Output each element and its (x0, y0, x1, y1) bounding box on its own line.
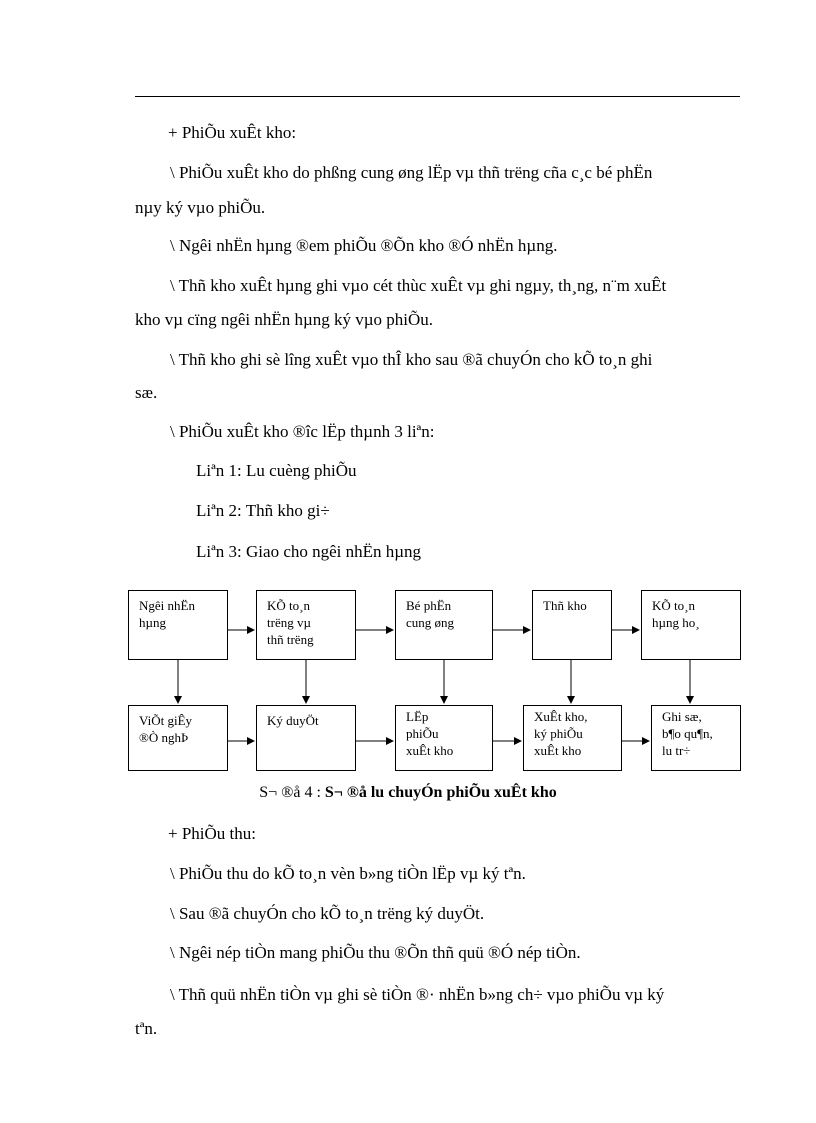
box-viet-giay-de-nghi: ViÕt giÊy ®Ò nghÞ (128, 705, 228, 771)
paragraph-line: \ Thñ kho xuÊt hµng ghi vµo cét thùc xuÊt vµ ghi ngµy, th¸ng, n¨m xuÊt (170, 276, 667, 295)
box-nguoi-nhan-hang: Ngêi nhËn hµng (128, 590, 228, 660)
list-item: Liªn 2: Thñ kho gi÷ (196, 501, 330, 520)
paragraph-line: \ Sau ®ã chuyÓn cho kÕ to¸n trëng ký duyÖt. (170, 904, 485, 923)
box-ke-toan-hang-hoa: KÕ to¸n hµng ho¸ (641, 590, 741, 660)
box-thu-kho: Thñ kho (532, 590, 612, 660)
paragraph-line: kho vµ cïng ngêi nhËn hµng ký vµo phiÕu. (135, 310, 434, 329)
paragraph-line: \ Ngêi nhËn hµng ®em phiÕu ®Õn kho ®Ó nhËn hµng. (170, 236, 558, 255)
paragraph-line: \ PhiÕu xuÊt kho ®îc lËp thµnh 3 liªn: (170, 422, 435, 441)
paragraph-line: \ PhiÕu thu do kÕ to¸n vèn b»ng tiÒn lËp vµ ký tªn. (170, 864, 526, 883)
box-ky-duyet: Ký duyÖt (256, 705, 356, 771)
box-lap-phieu-xuat-kho: LËp phiÕu xuÊt kho (395, 705, 493, 771)
paragraph-line: \ Ngêi nép tiÒn mang phiÕu thu ®Õn thñ quü ®Ó nép tiÒn. (170, 943, 581, 962)
paragraph-line: \ Thñ quü nhËn tiÒn vµ ghi sè tiÒn ®· nhËn b»ng ch÷ vµo phiÕu vµ ký (170, 985, 665, 1004)
paragraph-line: \ PhiÕu xuÊt kho do phßng cung øng lËp vµ thñ trëng cña c¸c bé phËn (170, 163, 653, 182)
box-ghi-so: Ghi sæ, b¶o qu¶n, lu tr÷ (651, 705, 741, 771)
paragraph-line: tªn. (135, 1019, 158, 1038)
box-bo-phan-cung-ung: Bé phËn cung øng (395, 590, 493, 660)
list-item: Liªn 3: Giao cho ngêi nhËn hµng (196, 542, 422, 561)
heading-phieu-xuat-kho: + PhiÕu xuÊt kho: (168, 123, 297, 142)
caption-prefix: S¬ ®å 4 : (259, 784, 325, 801)
paragraph-line: \ Thñ kho ghi sè lîng xuÊt vµo thÎ kho sau ®ã chuyÓn cho kÕ to¸n ghi (170, 350, 653, 369)
heading-phieu-thu: + PhiÕu thu: (168, 824, 256, 843)
box-ke-toan-truong: KÕ to¸n trëng vµ thñ trëng (256, 590, 356, 660)
caption-title: S¬ ®å lu chuyÓn phiÕu xuÊt kho (324, 784, 557, 801)
diagram-caption (0, 783, 816, 803)
paragraph-line: nµy ký vµo phiÕu. (135, 198, 266, 217)
paragraph-line: sæ. (135, 383, 158, 402)
box-xuat-kho: XuÊt kho, ký phiÕu xuÊt kho (523, 705, 622, 771)
list-item: Liªn 1: Lu cuèng phiÕu (196, 461, 357, 480)
